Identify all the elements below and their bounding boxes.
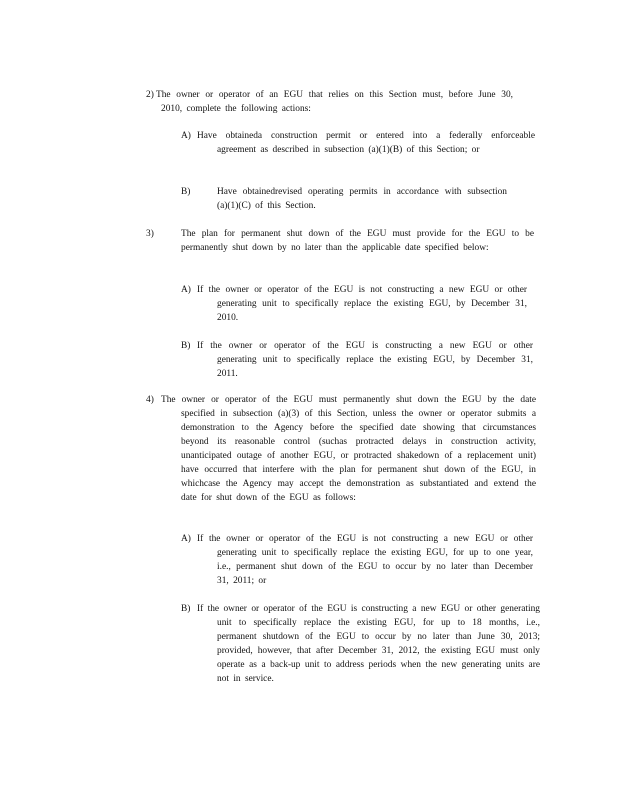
item-4b-text: If the owner or operator of the EGU is constructing a new EGU or other generating unit to specifically replace the existing EGU, for up to 18 months, i.e., permanent shutdown of the EGU to occur by no later than June 30, 2013; provided, however, that after December 31, 2012, the existing EGU must only operate as a back-up unit to address periods when the new generating units are not in service.	[197, 604, 540, 684]
item-2-text: The owner or operator of an EGU that relies on this Section must, before June 30, 2010, complete the following actions:	[156, 90, 513, 114]
item-4b-label: B)	[181, 604, 191, 614]
item-4a-text: If the owner or operator of the EGU is not constructing a new EGU or other generating unit to specifically replace the existing EGU, for up to one year, i.e., permanent shut down of the EGU to occur by no later than December 31, 2011; or	[197, 534, 533, 586]
item-3b-label: B)	[181, 341, 191, 351]
item-3a-label: A)	[181, 285, 191, 295]
item-2-label: 2)	[146, 90, 154, 100]
item-2a-text: Have obtaineda construction permit or entered into a federally enforceable agreement as described in subsection (a)(1)(B) of this Section; or	[197, 131, 535, 155]
item-2b-label: B)	[181, 187, 191, 197]
item-3-text: The plan for permanent shut down of the EGU must provide for the EGU to be permanently shut down by no later than the applicable date specified below:	[181, 229, 534, 253]
item-3-label: 3)	[146, 229, 154, 239]
item-4-text: The owner or operator of the EGU must permanently shut down the EGU by the date specified in subsection (a)(3) of this Section, unless the owner or operator submits a demonstration to the Agency before the specified date showing that circumstances beyond its reasonable control (suchas protracted delays in construction activity, unanticipated outage of another EGU, or protracted shakedown of a replacement unit) have occurred that interfere with the plan for permanent shut down of the EGU, in whichcase the Agency may accept the demonstration as substantiated and extend the date for shut down of the EGU as follows:	[161, 395, 536, 503]
item-2a-label: A)	[181, 131, 191, 141]
item-4a-label: A)	[181, 534, 191, 544]
item-4-label: 4)	[146, 395, 154, 405]
item-3b-text: If the owner or operator of the EGU is constructing a new EGU or other generating unit to specifically replace the existing EGU, by December 31, 2011.	[197, 341, 533, 379]
item-3a-text: If the owner or operator of the EGU is not constructing a new EGU or other generating unit to specifically replace the existing EGU, by December 31, 2010.	[197, 285, 527, 323]
item-2b-text: Have obtainedrevised operating permits in accordance with subsection (a)(1)(C) of this Section.	[217, 187, 507, 211]
